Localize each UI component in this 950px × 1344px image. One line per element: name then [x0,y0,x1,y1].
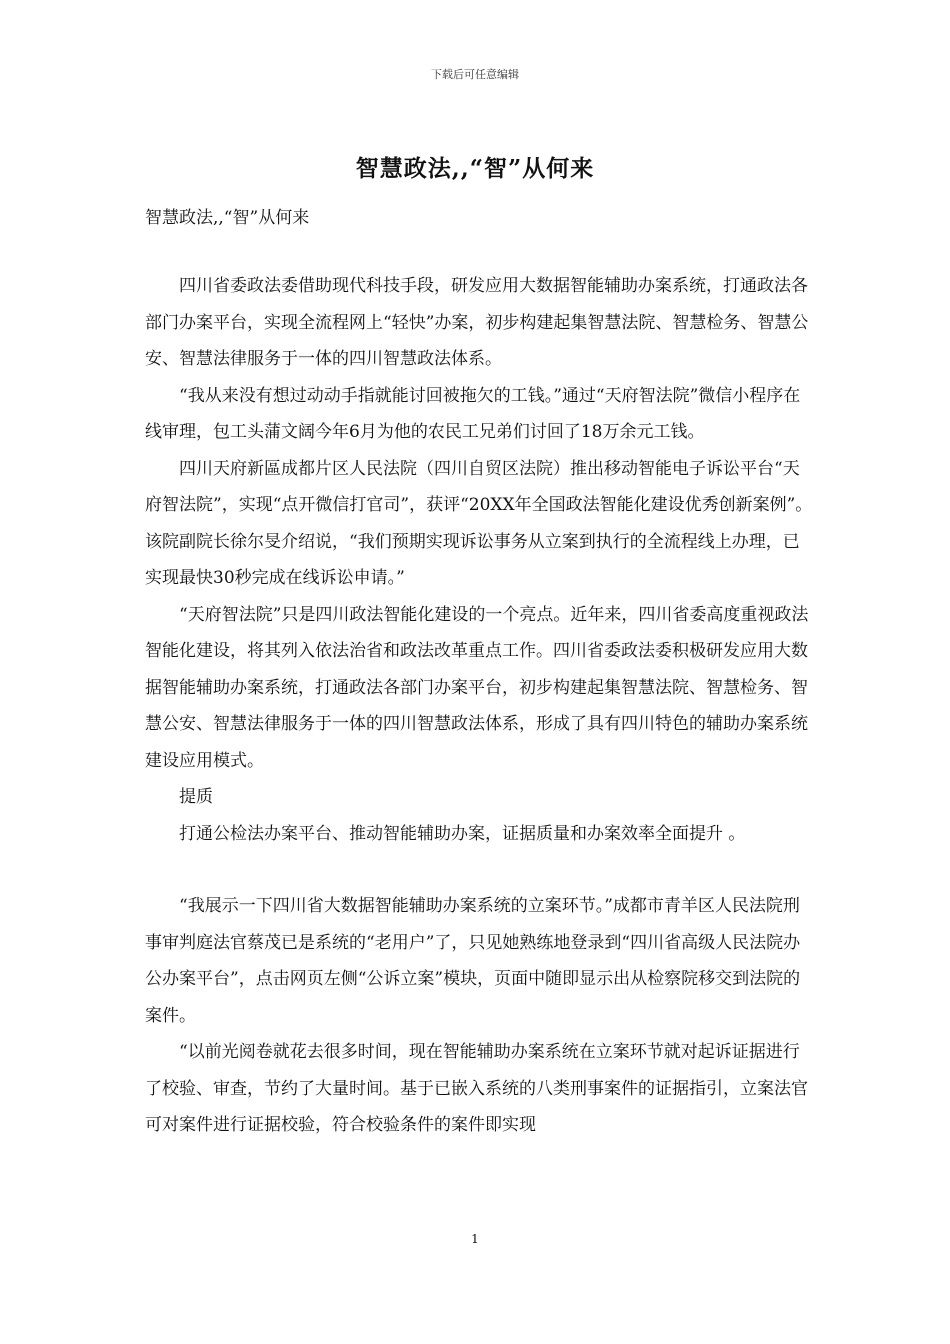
document-title: 智慧政法,,“智”从何来 [355,155,595,182]
paragraph: “天府智法院”只是四川政法智能化建设的一个亮点。近年来，四川省委高度重视政法智能化建设，将其列入依法治省和政法改革重点工作。四川省委政法委积极研发应用大数据智能辅助办案系统，打通政法各部门办案平台，初步构建起集智慧法院、智慧检务、智慧公安、智慧法律服务于一体的四川智慧政法体系，形成了具有四川特色的辅助办案系统建设应用模式。 [145,604,809,771]
paragraph: “我从来没有想过动动手指就能讨回被拖欠的工钱。”通过“天府智法院”微信小程序在线审理，包工头蒲文阔今年6月为他的农民工兄弟们讨回了18万余元工钱。 [145,385,801,442]
paragraph: “我展示一下四川省大数据智能辅助办案系统的立案环节。”成都市青羊区人民法院刑事审判庭法官蔡茂已是系统的“老用户”了，只见她熟练地登录到“四川省高级人民法院办公办案平台”，点击网页左侧“公诉立案”模块，页面中随即显示出从检察院移交到法院的案件。 [145,896,801,1026]
page-header-note: 下载后可任意编辑 [431,68,519,81]
paragraph: 四川省委政法委借助现代科技手段，研发应用大数据智能辅助办案系统，打通政法各部门办案平台，实现全流程网上“轻快”办案，初步构建起集智慧法院、智慧检务、智慧公安、智慧法律服务于一体的四川智慧政法体系。 [145,276,809,369]
document-body [145,268,813,1144]
paragraph: “以前光阅卷就花去很多时间，现在智能辅助办案系统在立案环节就对起诉证据进行了校验、审查，节约了大量时间。基于已嵌入系统的八类刑事案件的证据指引，立案法官可对案件进行证据校验，符合校验条件的案件即实现 [145,1042,808,1135]
document-subtitle: 智慧政法,,“智”从何来 [145,208,310,228]
paragraph: 四川天府新區成都片区人民法院（四川自贸区法院）推出移动智能电子诉讼平台“天府智法院”，实现“点开微信打官司”，获评“20XX年全国政法智能化建设优秀创新案例”。该院副院长徐尔旻介绍说，“我们预期实现诉讼事务从立案到执行的全流程线上办理，已实现最快30秒完成在线诉讼申请。” [145,458,813,588]
section-heading: 提质 [179,787,213,807]
page-number: 1 [471,1232,479,1246]
paragraph: 打通公检法办案平台、推动智能辅助办案，证据质量和办案效率全面提升 。 [179,823,746,844]
